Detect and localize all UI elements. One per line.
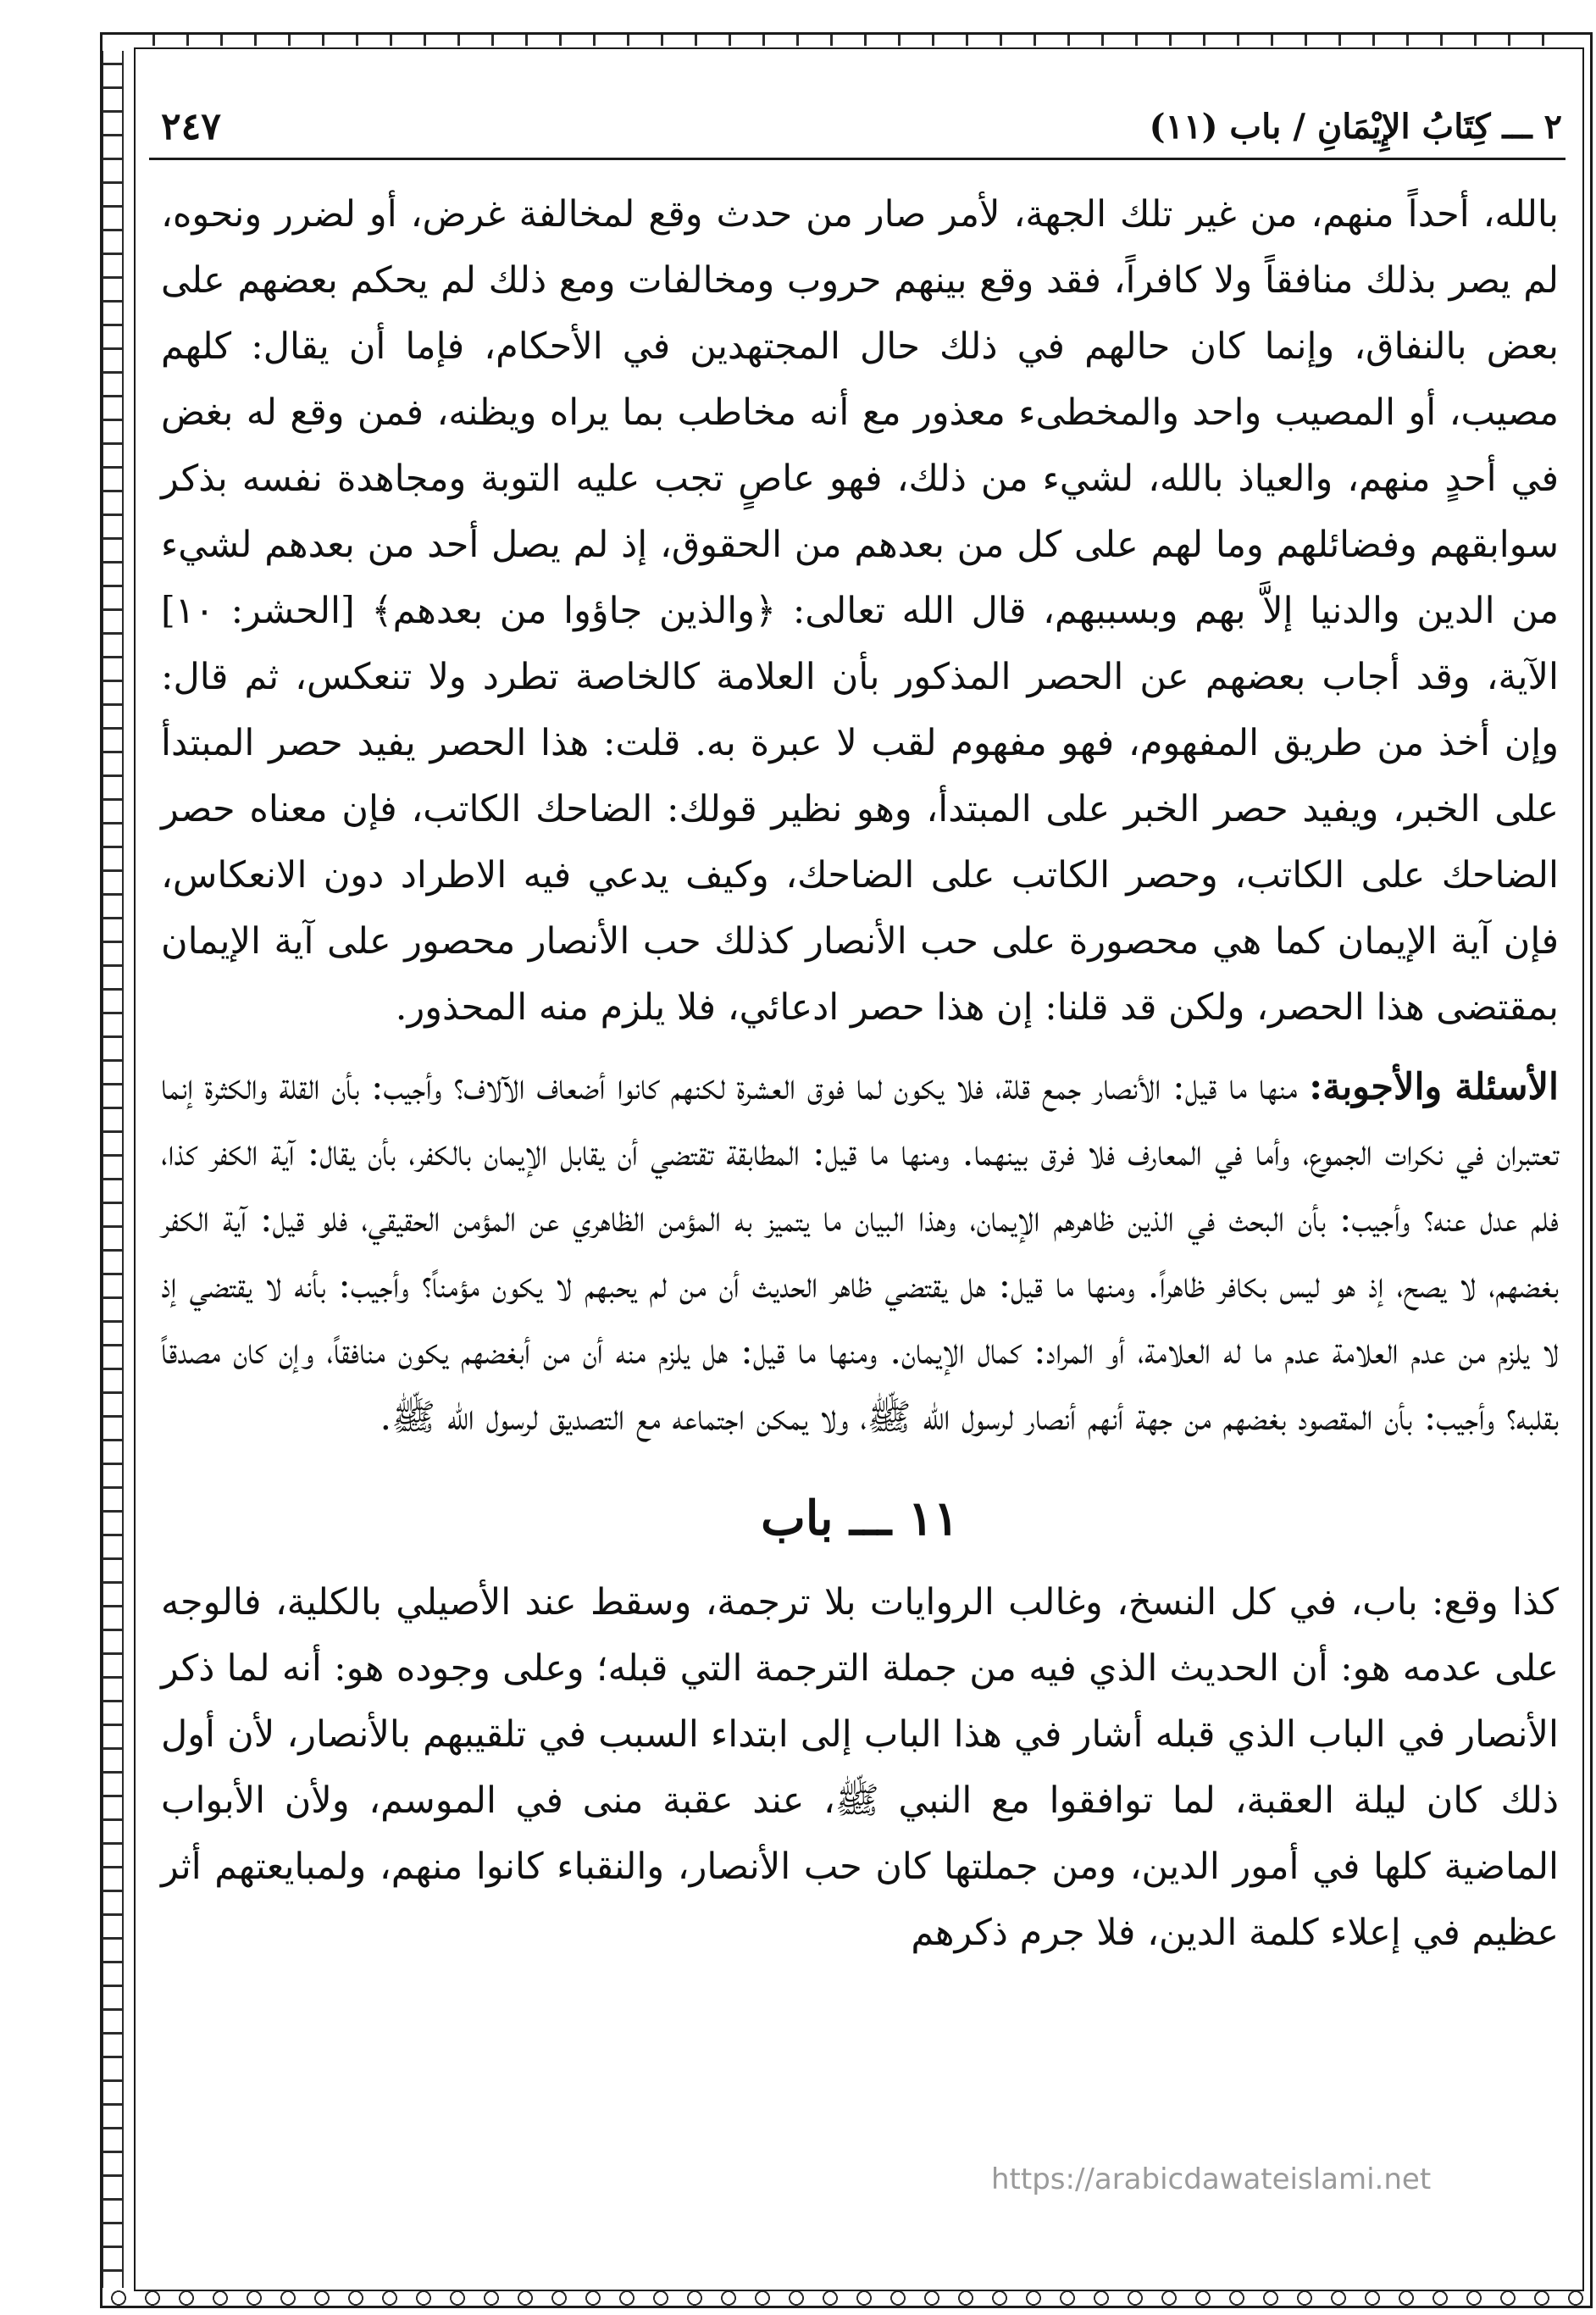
running-header [161, 97, 1562, 156]
chapter-heading: ١١ ـــ باب [761, 1491, 959, 1546]
body-paragraph: بالله، أحداً منهم، من غير تلك الجهة، لأمر صار من حدث وقع لمخالفة غرض، أو لضرر ونحوه، لم يصر بذلك منافقاً ولا كافراً، فقد وقع بينهم حروب ومخالفات ومع ذلك لم يحكم بعضهم على بعض بالنفاق، وإنما كان حالهم في ذلك حال المجتهدين في الأحكام، فإما أن يقال: كلهم مصيب، أو المصيب واحد والمخطىء معذور مع أنه مخاطب بما يراه ويظنه، فمن وقع له بغض في أحدٍ منهم، والعياذ بالله، لشيء من ذلك، فهو عاصٍ تجب عليه التوبة ومجاهدة نفسه بذكر سوابقهم وفضائلهم وما لهم على كل من بعدهم من الحقوق، إذ لم يصل أحد من بعدهم لشيء من الدين والدنيا إلاَّ بهم وبسببهم، قال الله تعالى: ﴿والذين جاؤوا من بعدهم﴾ [الحشر: ١٠] الآية، وقد أجاب بعضهم عن الحصر المذكور بأن العلامة كالخاصة تطرد ولا تنعكس، ثم قال: وإن أخذ من طريق المفهوم، فهو مفهوم لقب لا عبرة به. قلت: هذا الحصر يفيد حصر المبتدأ على الخبر، ويفيد حصر الخبر على المبتدأ، وهو نظير قولك: الضاحك الكاتب، فإن معناه حصر الضاحك على الكاتب، وحصر الكاتب على الضاحك، وكيف يدعي فيه الاطراد دون الانعكاس، فإن آية الإيمان كما هي محصورة على حب الأنصار كذلك حب الأنصار محصور على آية الإيمان بمقتضى هذا الحصر، ولكن قد قلنا: إن هذا حصر ادعائي، فلا يلزم منه المحذور. [161, 193, 1559, 1029]
qa-text: منها ما قيل: الأنصار جمع قلة، فلا يكون لما فوق العشرة لكنهم كانوا أضعاف الآلاف؟ وأجيب: بأن القلة والكثرة إنما تعتبران في نكرات الجموع، وأما في المعارف فلا فرق بينهما. ومنها ما قيل: المطابقة تقتضي أن يقابل الإيمان بالكفر، بأن يقال: آية الكفر كذا، فلم عدل عنه؟ وأجيب: بأن البحث في الذين ظاهرهم الإيمان، وهذا البيان ما يتميز به المؤمن الظاهري عن المؤمن الحقيقي، فلو قيل: آية الكفر بغضهم، لا يصح، إذ هو ليس بكافر ظاهراً. ومنها ما قيل: هل يقتضي ظاهر الحديث أن من لم يحبهم لا يكون مؤمناً؟ وأجيب: بأنه لا يقتضي إذ لا يلزم من عدم العلامة عدم ما له العلامة، أو المراد: كمال الإيمان. ومنها ما قيل: هل يلزم منه أن من أبغضهم يكون منافقاً، وإن كان مصدقاً بقلبه؟ وأجيب: بأن المقصود بغضهم من جهة أنهم أنصار لرسول الله ﷺ، ولا يمكن اجتماعه مع التصديق لرسول الله ﷺ. [161, 1066, 1559, 1439]
page-number: ٢٤٧ [161, 104, 221, 148]
running-title: ٢ ـــ كِتَابُ الإِيْمَانِ / باب (١١) [1149, 106, 1562, 147]
page-content [161, 181, 1559, 1966]
header-rule [149, 158, 1566, 160]
qa-paragraph [161, 1054, 1559, 1451]
qa-heading: الأسئلة والأجوبة: [1309, 1066, 1559, 1108]
chapter-paragraph: كذا وقع: باب، في كل النسخ، وغالب الروايات بلا ترجمة، وسقط عند الأصيلي بالكلية، فالوجه على عدمه هو: أن الحديث الذي فيه من جملة الترجمة التي قبله؛ وعلى وجوده هو: أنه لما ذكر الأنصار في الباب الذي قبله أشار في هذا الباب إلى ابتداء السبب في تلقيبهم بالأنصار، لأن أول ذلك كان ليلة العقبة، لما توافقوا مع النبي ﷺ، عند عقبة منى في الموسم، ولأن الأبواب الماضية كلها في أمور الدين، ومن جملتها كان حب الأنصار، والنقباء كانوا منهم، ولمبايعتهم أثر عظيم في إعلاء كلمة الدين، فلا جرم ذكرهم [161, 1581, 1559, 1954]
watermark-url: https://arabicdawateislami.net [991, 2162, 1432, 2196]
